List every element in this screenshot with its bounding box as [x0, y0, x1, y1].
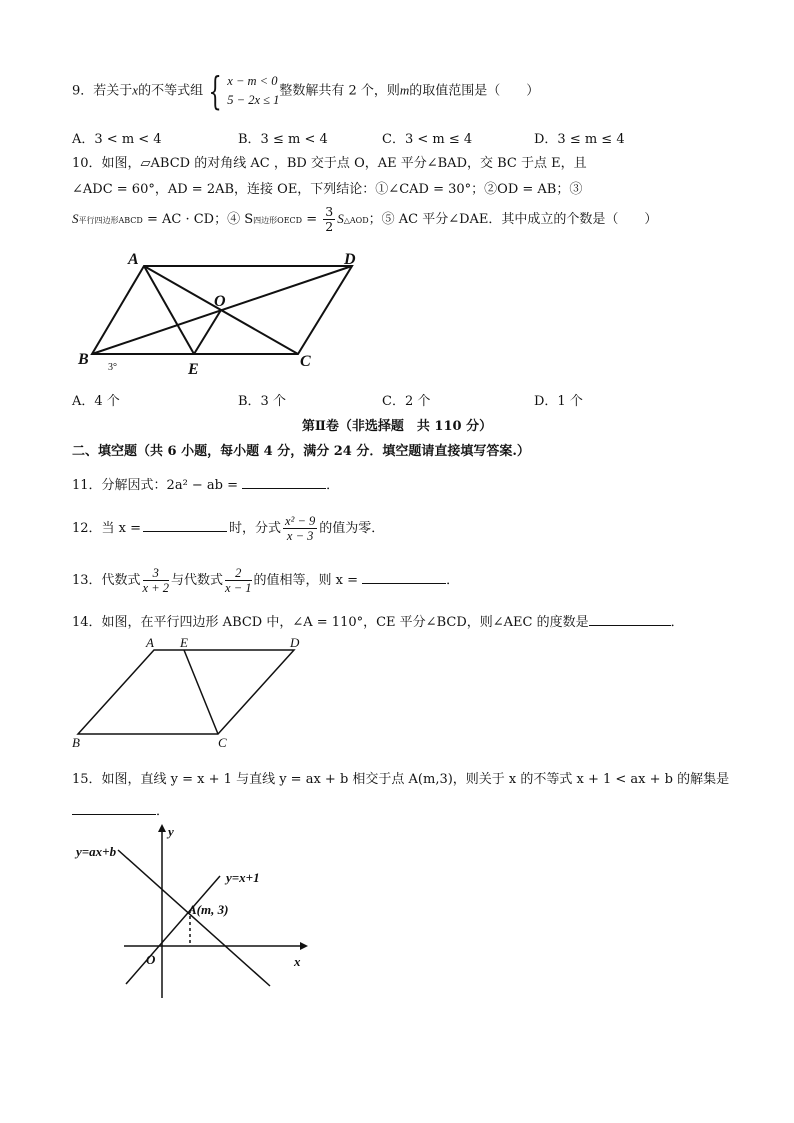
q12-denominator: x − 3 — [286, 529, 314, 543]
q13-denominator-2: x − 1 — [225, 581, 252, 595]
q9-tail-text: 整数解共有 2 个，则 — [279, 83, 400, 99]
q12-mid: 时，分式 — [229, 521, 282, 536]
q15-graph-figure — [74, 824, 314, 1000]
question-13 — [72, 566, 459, 595]
q11-text: 11．分解因式：2a² − ab = — [72, 478, 239, 493]
q12-answer-blank[interactable] — [143, 519, 227, 532]
q10-line-1: 10．如图，▱ABCD 的对角线 AC ，BD 交于点 O，AE 平分∠BAD，交 BC 于点 E，且 — [72, 156, 587, 171]
q9-option-d: D．3 ≤ m ≤ 4 — [534, 132, 625, 147]
q15-label-line2: y=x+1 — [226, 870, 260, 885]
q15-label-line1: y=ax+b — [76, 844, 117, 859]
q9-number: 9．若关于 — [72, 83, 133, 99]
q10-s3: S — [337, 211, 344, 226]
q10-sub2: 四边形OECD — [253, 216, 303, 225]
q10-s1: S — [72, 211, 79, 226]
q9-tail2-text: 的取值范围是（ ） — [409, 83, 540, 99]
q12-fraction — [283, 514, 317, 543]
q12-pre: 12．当 x = — [72, 521, 142, 536]
q14-text: 14．如图，在平行四边形 ABCD 中，∠A = 110°，CE 平分∠BCD，则∠AEC 的度数是 — [72, 615, 589, 630]
q9-var-x: x — [132, 82, 139, 98]
q10-frac-num: 3 — [325, 204, 334, 219]
q14-parallelogram-figure — [70, 634, 320, 752]
question-15-text: 15．如图，直线 y = x + 1 与直线 y = ax + b 相交于点 A(m,3)，则关于 x 的不等式 x + 1 < ax + b 的解集是 — [72, 772, 730, 787]
q10-option-b: B．3 个 — [238, 394, 286, 409]
q14-answer-blank[interactable] — [589, 613, 671, 626]
q15-label-origin: O — [146, 952, 156, 967]
q9-brace: { — [208, 69, 222, 113]
q10-sub1: 平行四边形ABCD — [78, 216, 143, 225]
q15-x-arrow — [300, 942, 308, 950]
q15-end: ． — [156, 804, 170, 819]
q10-segment-oe — [194, 310, 221, 354]
question-14 — [72, 611, 684, 630]
section-2-heading: 二、填空题（共 6 小题，每小题 4 分，满分 24 分．填空题请直接填写答案.） — [72, 444, 530, 459]
q10-fraction — [323, 205, 335, 234]
q14-label-c: C — [218, 735, 227, 750]
q10-option-a: A．4 个 — [72, 394, 120, 409]
q9-var-m: m — [399, 82, 410, 98]
q10-label-a: A — [128, 251, 139, 268]
q10-part-b: = AC · CD；④ S — [142, 212, 254, 227]
q10-parallelogram-figure — [70, 244, 370, 380]
q14-label-a: A — [146, 635, 154, 650]
q10-frac-den: 2 — [325, 219, 334, 234]
q14-end: ． — [670, 615, 684, 630]
part-2-title: 第Ⅱ卷（非选择题 共 110 分） — [301, 419, 493, 434]
q13-answer-blank[interactable] — [362, 571, 446, 584]
q10-label-e: E — [188, 361, 199, 378]
q14-label-d: D — [290, 635, 300, 650]
q10-label-d: D — [344, 251, 356, 268]
q9-ineq-1: x − m < 0 — [227, 74, 278, 88]
q10-option-c: C．2 个 — [382, 394, 431, 409]
q9-option-c: C．3 < m ≤ 4 — [382, 132, 473, 147]
q14-segment-ce — [184, 650, 218, 734]
q12-numerator: x² − 9 — [285, 514, 316, 528]
q13-end: ． — [446, 573, 460, 588]
q13-denominator-1: x + 2 — [142, 581, 170, 595]
question-15-answer — [72, 800, 169, 819]
q14-label-e: E — [180, 635, 188, 650]
q15-label-point-a: A(m, 3) — [188, 902, 229, 917]
q10-part-c: = — [302, 212, 322, 227]
q13-post: 的值相等，则 x = — [253, 573, 359, 588]
q10-label-o: O — [214, 293, 226, 310]
q9-mid-text: 的不等式组 — [138, 83, 204, 99]
q15-label-x: x — [294, 954, 301, 969]
q10-angle-mark: 3° — [108, 362, 117, 373]
q15-y-arrow — [158, 824, 166, 832]
q13-numerator-1: 3 — [143, 566, 169, 581]
q10-line-3 — [72, 205, 657, 234]
q10-option-d: D．1 个 — [534, 394, 583, 409]
q10-label-c: C — [300, 353, 311, 370]
q13-numerator-2: 2 — [225, 566, 251, 581]
q13-fraction-2 — [225, 566, 251, 595]
q11-end: ． — [326, 478, 340, 493]
q10-label-b: B — [78, 351, 89, 368]
q13-fraction-1 — [143, 566, 169, 595]
q15-label-y: y — [168, 824, 174, 839]
q14-parallelogram — [78, 650, 294, 734]
question-11 — [72, 474, 339, 493]
q10-part-e: ；⑤ AC 平分∠DAE．其中成立的个数是（ ） — [368, 212, 658, 227]
q11-answer-blank[interactable] — [242, 476, 326, 489]
q14-label-b: B — [72, 735, 80, 750]
q15-line-x-plus-1 — [126, 876, 220, 984]
q12-post: 的值为零． — [319, 521, 385, 536]
question-9 — [72, 69, 540, 113]
q9-ineq-2: 5 − 2x ≤ 1 — [227, 93, 280, 107]
q10-sub3: △AOD — [343, 216, 369, 225]
q9-inequality-system — [227, 72, 279, 110]
q13-pre: 13．代数式 — [72, 573, 141, 588]
q15-answer-blank[interactable] — [72, 802, 156, 815]
q9-option-a: A．3 < m < 4 — [72, 132, 162, 147]
question-12 — [72, 514, 384, 543]
q10-diagonal-bd — [92, 266, 352, 354]
q13-mid: 与代数式 — [171, 573, 224, 588]
q10-line-2: ∠ADC = 60°，AD = 2AB，连接 OE，下列结论：①∠CAD = 30°；②OD = AB；③ — [72, 182, 583, 197]
q9-option-b: B．3 ≤ m < 4 — [238, 132, 328, 147]
